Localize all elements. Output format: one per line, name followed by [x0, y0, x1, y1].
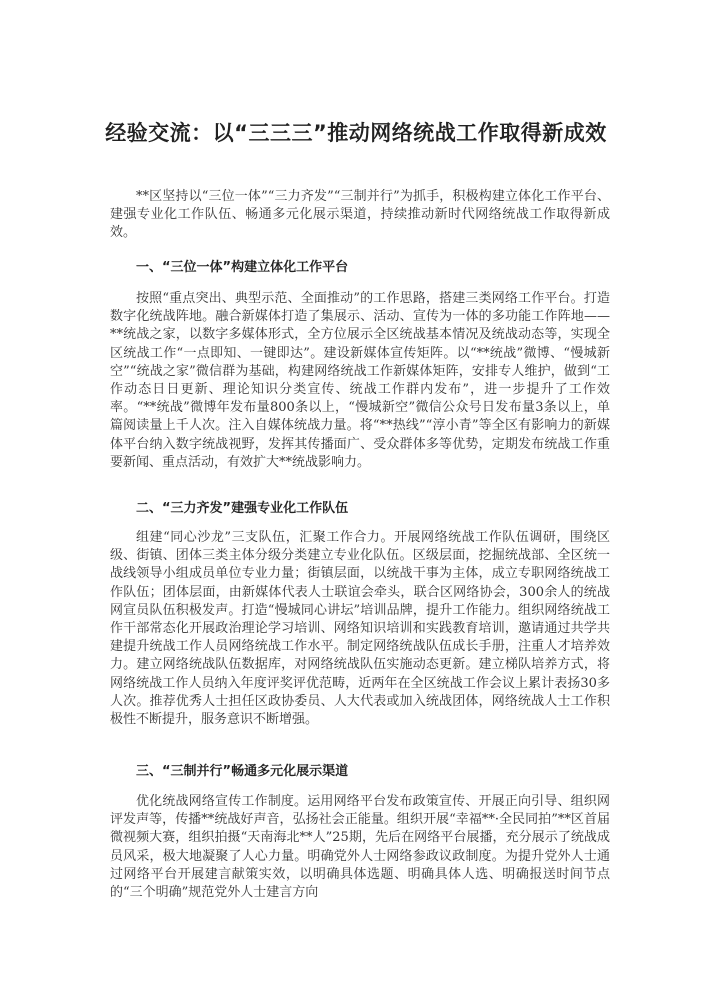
section-1-body: 按照“重点突出、典型示范、全面推动”的工作思路，搭建三类网络工作平台。打造数字化统战阵地。融合新媒体打造了集展示、活动、宣传为一体的多功能工作阵地——**统战之家，以数字多媒体形式，全方位展示全区统战基本情况及统战动态等，实现全区统战工作“一点即知、一键即达”。建设新媒体宣传矩阵。以“**统战”微博、“慢城新空”“统战之家”微信群为基础，构建网络统战工作新媒体矩阵，安排专人维护，做到“工作动态日日更新、理论知识分类宣传、统战工作群内发布”，进一步提升了工作效率。“**统战”微博年发布量800条以上，“慢城新空”微信公众号日发布量3条以上，单篇阅读量上千人次。注入自媒体统战力量。将“**热线”“淳小青”等全区有影响力的新媒体平台纳入数字统战视野，发挥其传播面广、受众群体多等优势，定期发布统战工作重要新闻、重点活动，有效扩大**统战影响力。 — [110, 291, 610, 470]
section-3-body: 优化统战网络宣传工作制度。运用网络平台发布政策宣传、开展正向引导、组织网评发声等，传播**统战好声音，弘扬社会正能量。组织开展“幸福**·全民同拍”**区首届微视频大赛，组织拍摄“天南海北**人”25期，先后在网络平台展播，充分展示了统战成员风采，极大地凝聚了人心力量。明确党外人士网络参政议政制度。为提升党外人士通过网络平台开展建言献策实效，以明确具体选题、明确具体人选、明确报送时间节点的“三个明确”规范党外人士建言方向 — [110, 794, 610, 901]
section-2-heading: 二、“三力齐发”建强专业化工作队伍 — [136, 501, 349, 516]
section-3-heading: 三、“三制并行”畅通多元化展示渠道 — [136, 764, 349, 779]
section-1-heading: 一、“三位一体”构建立体化工作平台 — [136, 260, 349, 275]
section-2-body: 组建“同心沙龙”三支队伍，汇聚工作合力。开展网络统战工作队伍调研，围绕区级、街镇、团体三类主体分级分类建立专业化队伍。区级层面，挖掘统战部、全区统一战线领导小组成员单位专业力量；街镇层面，以统战干事为主体，成立专职网络统战工作队伍；团体层面，由新媒体代表人士联谊会牵头，联合区网络协会，300余人的统战网宣员队伍积极发声。打造“慢城同心讲坛”培训品牌，提升工作能力。组织网络统战工作干部常态化开展政治理论学习培训、网络知识培训和实践教育培训，邀请通过共学共建提升统战工作人员网络统战工作水平。制定网络统战队伍成长手册，注重人才培养效力。建立网络统战队伍数据库，对网络统战队伍实施动态更新。建立梯队培养方式，将网络统战工作人员纳入年度评奖评优范畴，近两年在全区统战工作会议上累计表扬30多人次。推荐优秀人士担任区政协委员、人大代表或加入统战团体，网络统战人士工作积极性不断提升，服务意识不断增强。 — [110, 530, 610, 728]
document-title: 经验交流：以“三三三”推动网络统战工作取得新成效 — [105, 121, 607, 145]
intro-paragraph: **区坚持以“三位一体”“三力齐发”“三制并行”为抓手，积极构建立体化工作平台、建强专业化工作队伍、畅通多元化展示渠道，持续推动新时代网络统战工作取得新成效。 — [110, 189, 610, 241]
